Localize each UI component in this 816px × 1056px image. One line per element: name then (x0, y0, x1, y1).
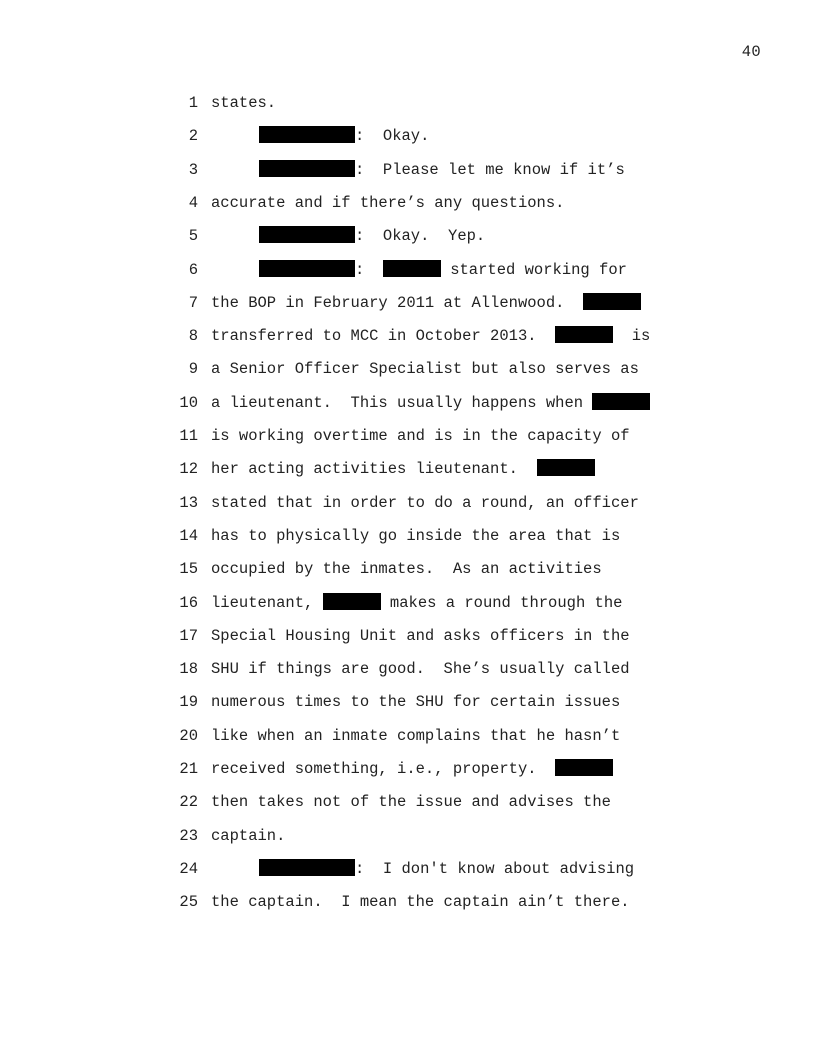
line-text: like when an inmate complains that he hasn’t (211, 726, 621, 745)
transcript-line (0, 157, 816, 190)
line-number: 22 (179, 793, 198, 812)
redaction-block (383, 260, 441, 277)
line-number: 25 (179, 893, 198, 912)
line-text: captain. (211, 826, 286, 845)
line-number: 10 (179, 393, 198, 412)
transcript-line (0, 123, 816, 156)
redaction-block (259, 126, 355, 143)
line-number: 21 (179, 760, 198, 778)
transcript-line (0, 689, 816, 722)
transcript-line (0, 590, 816, 623)
transcript-line (0, 323, 816, 356)
line-text: SHU if things are good. She’s usually called (211, 660, 630, 679)
speaker-line (259, 223, 485, 249)
line-number: 19 (179, 693, 198, 712)
transcript-line (0, 290, 816, 323)
redaction-block (583, 293, 641, 310)
transcript-line (0, 390, 816, 423)
redaction-block (537, 459, 595, 476)
transcript-line (0, 223, 816, 256)
line-text: transferred to MCC in October 2013. (211, 327, 556, 346)
line-number: 4 (188, 193, 198, 212)
line-number: 3 (188, 160, 198, 179)
line-content (211, 456, 595, 482)
transcript-line (0, 456, 816, 489)
line-text: a lieutenant. This usually happens when (211, 393, 593, 412)
line-text: has to physically go inside the area that is (211, 526, 621, 545)
line-text: : Please let me know if it’s (355, 160, 625, 179)
transcript-line (0, 623, 816, 656)
line-text: the BOP in February 2011 at Allenwood. (211, 293, 584, 312)
line-content (211, 290, 641, 316)
line-text: received something, i.e., property. (211, 760, 556, 778)
transcript-line (0, 190, 816, 223)
transcript-line (0, 656, 816, 689)
line-number: 24 (179, 859, 198, 878)
line-text: : Okay. (355, 127, 430, 146)
line-number: 1 (188, 94, 198, 112)
line-number: 18 (179, 660, 198, 679)
transcript-line (0, 823, 816, 856)
transcript-line (0, 723, 816, 756)
line-number: 12 (179, 460, 198, 479)
speaker-line (259, 157, 625, 183)
speaker-line (259, 123, 429, 149)
line-number: 6 (188, 260, 198, 279)
line-text: lieutenant, (211, 593, 323, 612)
redaction-block (323, 593, 381, 610)
line-number: 20 (179, 726, 198, 745)
line-text: her acting activities lieutenant. (211, 460, 537, 479)
line-text: is working overtime and is in the capacity of (211, 427, 630, 445)
line-text: accurate and if there’s any questions. (211, 193, 565, 212)
line-text: : I don't know about advising (355, 859, 635, 878)
transcript-line (0, 889, 816, 922)
line-text: : Okay. Yep. (355, 227, 486, 246)
line-number: 11 (179, 427, 198, 445)
transcript-line (0, 856, 816, 889)
line-number: 15 (179, 560, 198, 579)
redaction-block (259, 859, 355, 876)
line-number: 9 (188, 360, 198, 379)
line-text: the captain. I mean the captain ain’t there. (211, 893, 630, 912)
line-text: started working for (440, 260, 627, 279)
line-text: states. (211, 94, 277, 112)
line-number: 23 (179, 826, 198, 845)
line-text: makes a round through the (380, 593, 623, 612)
line-text: a Senior Officer Specialist but also serves as (211, 360, 639, 379)
line-number: 13 (179, 493, 198, 512)
line-content (211, 390, 650, 416)
transcript-line (0, 257, 816, 290)
line-number: 2 (188, 127, 198, 146)
transcript-line (0, 789, 816, 822)
transcript-line (0, 90, 816, 123)
line-number: 14 (179, 526, 198, 545)
transcript-line (0, 423, 816, 456)
line-number: 5 (188, 227, 198, 246)
line-number: 7 (188, 293, 198, 312)
redaction-block (592, 393, 650, 410)
transcript-line (0, 756, 816, 789)
line-text: Special Housing Unit and asks officers in the (211, 626, 630, 645)
transcript-line (0, 556, 816, 589)
speaker-line (259, 856, 634, 882)
redaction-block (555, 759, 613, 776)
line-number: 16 (179, 593, 198, 612)
transcript-line (0, 356, 816, 389)
line-number: 17 (179, 626, 198, 645)
transcript-line (0, 523, 816, 556)
transcript-line (0, 490, 816, 523)
line-number: 8 (188, 327, 198, 346)
line-content (211, 323, 650, 349)
redaction-block (259, 226, 355, 243)
page-number: 40 (741, 43, 761, 61)
redaction-block (259, 260, 355, 277)
redaction-block (555, 326, 613, 343)
speaker-line (259, 257, 627, 283)
line-text: then takes not of the issue and advises the (211, 793, 611, 812)
line-text: occupied by the inmates. As an activities (211, 560, 602, 579)
line-content (211, 756, 613, 782)
line-text: : (355, 260, 383, 279)
line-text: numerous times to the SHU for certain issues (211, 693, 621, 712)
line-text: stated that in order to do a round, an officer (211, 493, 639, 512)
line-text: is (613, 327, 651, 346)
line-content (211, 590, 622, 616)
redaction-block (259, 160, 355, 177)
